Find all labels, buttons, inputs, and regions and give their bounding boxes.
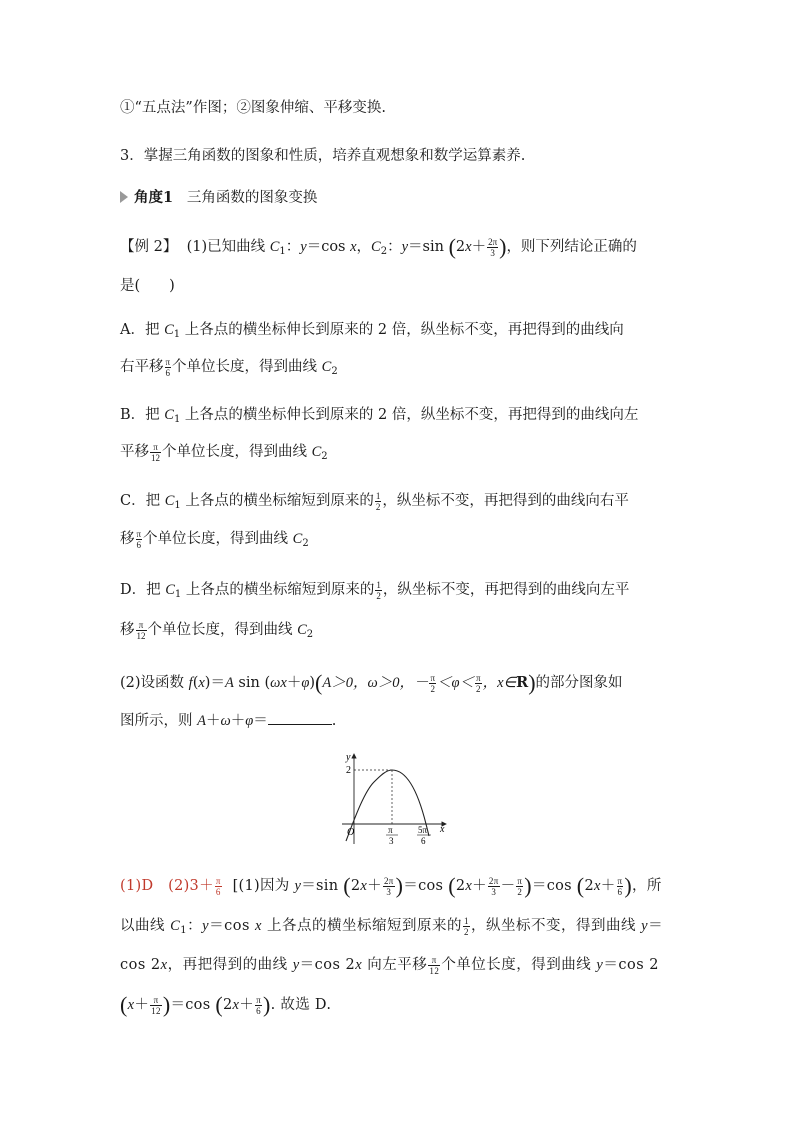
tick-label-5pi-6-den: 6 bbox=[421, 836, 426, 846]
solution-line-1: (1)D (2)3＋ $\frac{\pi}{6}$ [(1)因为 y＝sin (2x＋ $\frac{2\pi}{3}$ )＝cos (2x＋ $\frac{2\pi}{3}$ － $\frac{\pi}{2}$ )＝cos (2x＋ $\frac{\pi}{6}$ )，所 bbox=[120, 873, 662, 898]
option-c: C．把 $C_1$ 上各点的横坐标缩短到原来的 $\frac{1}{2}$ ，纵坐标不变，再把得到的曲线向右平 bbox=[120, 490, 629, 512]
t: (1)已知曲线 bbox=[186, 239, 270, 255]
solution-line-2: 以曲线 $C_1$：y＝cos x 上各点的横坐标缩短到原来的 $\frac{1}{2}$ ，纵坐标不变，得到曲线 y＝ bbox=[120, 915, 664, 937]
x-axis-label: x bbox=[440, 824, 445, 835]
option-a: A．把 $C_1$ 上各点的横坐标伸长到原来的 2 倍，纵坐标不变，再把得到的曲线向 bbox=[120, 322, 624, 340]
fraction: $\frac{\pi}{6}$ bbox=[136, 528, 142, 550]
t: ，则下列结论正确的 bbox=[506, 239, 637, 255]
t: 是( ) bbox=[120, 278, 175, 294]
fraction: $\frac{\pi}{12}$ bbox=[151, 441, 160, 463]
option-d: D．把 $C_1$ 上各点的横坐标缩短到原来的 $\frac{1}{2}$ ，纵坐标不变，再把得到的曲线向左平 bbox=[120, 579, 630, 601]
max-value-label: 2 bbox=[346, 765, 351, 776]
tick-label-pi-3-den: 3 bbox=[389, 836, 394, 846]
triangle-marker-icon bbox=[120, 191, 128, 203]
angle-label: 角度1 bbox=[134, 189, 174, 206]
objective-line-1 bbox=[120, 96, 386, 117]
t: x bbox=[465, 239, 472, 255]
answer-2: (2)3＋ bbox=[168, 878, 214, 894]
question-2-line-1: (2)设函数 f(x)＝A sin (ωx＋φ)(A＞0，ω＞0，－ $\frac{\pi}{2}$ ＜φ＜ $\frac{\pi}{2}$ ，x∈R)的部分图象如 bbox=[120, 670, 623, 695]
fraction: $\frac{\pi}{12}$ bbox=[136, 619, 146, 641]
tick-label-pi-3-num: π bbox=[388, 825, 393, 835]
t: y bbox=[300, 239, 307, 255]
t: ＝cos bbox=[306, 239, 351, 255]
text: ①“五点法”作图；②图象伸缩、平移变换. bbox=[120, 100, 386, 116]
solution-line-4: (x＋ $\frac{\pi}{12}$ )＝cos (2x＋ $\frac{\pi}{6}$ ). 故选 D. bbox=[120, 992, 332, 1017]
fraction: $\frac{1}{2}$ bbox=[375, 490, 381, 512]
example-line-2 bbox=[120, 274, 175, 295]
t: ： bbox=[285, 239, 301, 255]
origin-label: O bbox=[347, 827, 355, 838]
t: ＋ bbox=[471, 239, 487, 255]
t: C bbox=[269, 239, 280, 255]
option-a-line-2: 右平移 $\frac{\pi}{6}$ 个单位长度，得到曲线 $C_2$ bbox=[120, 356, 338, 378]
answer-blank bbox=[268, 712, 332, 725]
t: C bbox=[371, 239, 381, 255]
angle-title: 三角函数的图象变换 bbox=[186, 190, 318, 206]
solution-line-3: cos 2x，再把得到的曲线 y＝cos 2x 向左平移 $\frac{\pi}{12}$ 个单位长度，得到曲线 y＝cos 2 bbox=[120, 954, 659, 976]
fraction: $\frac{2\pi}{3}$ bbox=[488, 236, 498, 258]
paren: ( bbox=[448, 234, 456, 259]
t: 2 bbox=[455, 239, 466, 255]
t: ： bbox=[387, 239, 402, 255]
text: 3．掌握三角函数的图象和性质，培养直观想象和数学运算素养. bbox=[120, 148, 526, 164]
option-c-line-2: 移 $\frac{\pi}{6}$ 个单位长度，得到曲线 $C_2$ bbox=[120, 528, 309, 550]
example-tag: 【例 2】 bbox=[120, 239, 178, 255]
option-b-line-2: 平移 $\frac{\pi}{12}$ 个单位长度，得到曲线 $C_2$ bbox=[120, 441, 328, 463]
question-2-line-2: 图所示，则 A＋ω＋φ＝ . bbox=[120, 713, 337, 729]
answer-1: (1)D bbox=[120, 878, 154, 894]
t: ＝sin bbox=[408, 239, 449, 255]
function-graph bbox=[332, 748, 452, 850]
objective-line-2 bbox=[120, 144, 525, 165]
paren: ) bbox=[499, 234, 507, 259]
fraction: $\frac{1}{2}$ bbox=[376, 579, 381, 601]
t: 1 bbox=[279, 246, 286, 257]
example-line-1 bbox=[120, 234, 637, 260]
y-axis-label: y bbox=[346, 752, 351, 763]
t: x bbox=[350, 239, 357, 255]
fraction: $\frac{\pi}{2}$ bbox=[430, 672, 435, 694]
tick-label-5pi-6-num: 5π bbox=[418, 825, 428, 835]
fraction: $\frac{\pi}{6}$ bbox=[165, 356, 171, 378]
angle-heading bbox=[120, 186, 317, 207]
fraction: $\frac{\pi}{6}$ bbox=[215, 875, 221, 897]
t: ， bbox=[356, 239, 372, 255]
option-b: B．把 $C_1$ 上各点的横坐标伸长到原来的 2 倍，纵坐标不变，再把得到的曲线向左 bbox=[120, 407, 639, 425]
t: y bbox=[401, 239, 409, 255]
option-d-line-2: 移 $\frac{\pi}{12}$ 个单位长度，得到曲线 $C_2$ bbox=[120, 619, 314, 641]
t: 2 bbox=[380, 246, 388, 257]
fraction: $\frac{\pi}{2}$ bbox=[476, 672, 481, 694]
